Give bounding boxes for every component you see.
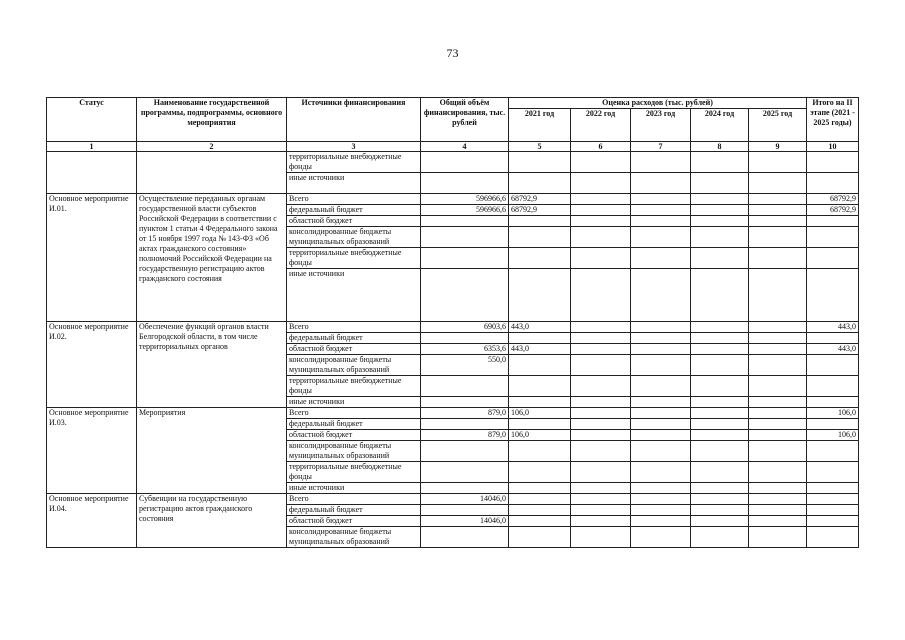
name-cell: Обеспечение функций органов власти Белгородской области, в том числе территориальных органов bbox=[137, 322, 287, 408]
y2021-cell bbox=[509, 216, 571, 227]
y2021-cell bbox=[509, 494, 571, 505]
col-number: 10 bbox=[807, 142, 859, 152]
source-cell: иные источники bbox=[287, 483, 421, 494]
status-cell: Основное мероприятие И.03. bbox=[47, 408, 137, 494]
total-cell bbox=[421, 227, 509, 248]
header-itogo: Итого на II этапе (2021 - 2025 годы) bbox=[807, 98, 859, 142]
source-cell: областной бюджет bbox=[287, 216, 421, 227]
source-cell: территориальные внебюджетные фонды bbox=[287, 462, 421, 483]
total-cell: 596966,6 bbox=[421, 205, 509, 216]
y2021-cell: 68792,9 bbox=[509, 205, 571, 216]
source-cell: федеральный бюджет bbox=[287, 333, 421, 344]
header-estimate: Оценка расходов (тыс. рублей) bbox=[509, 98, 807, 109]
y2021-cell bbox=[509, 527, 571, 548]
source-cell: федеральный бюджет bbox=[287, 419, 421, 430]
col-number: 1 bbox=[47, 142, 137, 152]
source-cell: территориальные внебюджетные фонды bbox=[287, 376, 421, 397]
itogo-cell bbox=[807, 227, 859, 248]
y2021-cell bbox=[509, 333, 571, 344]
status-cell: Основное мероприятие И.02. bbox=[47, 322, 137, 408]
header-sources: Источники финансирования bbox=[287, 98, 421, 142]
source-cell: консолидированные бюджеты муниципальных образований bbox=[287, 355, 421, 376]
table-row bbox=[47, 494, 859, 505]
y2021-cell bbox=[509, 355, 571, 376]
y2021-cell bbox=[509, 483, 571, 494]
source-cell: Всего bbox=[287, 408, 421, 419]
header-year-2022: 2022 год bbox=[571, 109, 631, 142]
table-row bbox=[47, 152, 859, 173]
total-cell bbox=[421, 527, 509, 548]
y2021-cell bbox=[509, 376, 571, 397]
itogo-cell bbox=[807, 483, 859, 494]
y2021-cell bbox=[509, 248, 571, 269]
itogo-cell bbox=[807, 505, 859, 516]
col-number: 8 bbox=[691, 142, 749, 152]
itogo-cell bbox=[807, 441, 859, 462]
total-cell: 879,0 bbox=[421, 430, 509, 441]
header-status: Статус bbox=[47, 98, 137, 142]
total-cell: 6353,6 bbox=[421, 344, 509, 355]
header-year-2023: 2023 год bbox=[631, 109, 691, 142]
col-number: 2 bbox=[137, 142, 287, 152]
col-number: 5 bbox=[509, 142, 571, 152]
total-cell: 14046,0 bbox=[421, 516, 509, 527]
itogo-cell: 106,0 bbox=[807, 430, 859, 441]
source-cell: Всего bbox=[287, 494, 421, 505]
status-cell bbox=[47, 152, 137, 194]
y2021-cell bbox=[509, 462, 571, 483]
source-cell: консолидированные бюджеты муниципальных образований bbox=[287, 227, 421, 248]
total-cell: 550,0 bbox=[421, 355, 509, 376]
itogo-cell bbox=[807, 462, 859, 483]
y2021-cell bbox=[509, 227, 571, 248]
source-cell: федеральный бюджет bbox=[287, 205, 421, 216]
itogo-cell bbox=[807, 152, 859, 173]
itogo-cell bbox=[807, 355, 859, 376]
y2021-cell bbox=[509, 419, 571, 430]
itogo-cell: 443,0 bbox=[807, 322, 859, 333]
itogo-cell: 106,0 bbox=[807, 408, 859, 419]
itogo-cell bbox=[807, 333, 859, 344]
expenditure-table bbox=[46, 97, 859, 548]
source-cell: областной бюджет bbox=[287, 430, 421, 441]
y2021-cell bbox=[509, 152, 571, 173]
itogo-cell bbox=[807, 494, 859, 505]
source-cell: территориальные внебюджетные фонды bbox=[287, 152, 421, 173]
header-total-volume: Общий объём финансирования, тыс. рублей bbox=[421, 98, 509, 142]
page-number: 73 bbox=[446, 46, 459, 60]
table-row bbox=[47, 322, 859, 333]
total-cell bbox=[421, 441, 509, 462]
y2021-cell: 106,0 bbox=[509, 430, 571, 441]
total-cell bbox=[421, 216, 509, 227]
y2021-cell: 68792,9 bbox=[509, 194, 571, 205]
total-cell bbox=[421, 333, 509, 344]
total-cell: 596966,6 bbox=[421, 194, 509, 205]
col-number: 9 bbox=[749, 142, 807, 152]
source-cell: иные источники bbox=[287, 269, 421, 322]
y2021-cell: 443,0 bbox=[509, 344, 571, 355]
total-cell bbox=[421, 152, 509, 173]
col-number: 3 bbox=[287, 142, 421, 152]
total-cell bbox=[421, 483, 509, 494]
source-cell: иные источники bbox=[287, 173, 421, 194]
source-cell: консолидированные бюджеты муниципальных образований bbox=[287, 441, 421, 462]
source-cell: Всего bbox=[287, 322, 421, 333]
name-cell bbox=[137, 152, 287, 194]
itogo-cell bbox=[807, 516, 859, 527]
y2021-cell bbox=[509, 516, 571, 527]
y2021-cell bbox=[509, 269, 571, 322]
header-year-2025: 2025 год bbox=[749, 109, 807, 142]
status-cell: Основное мероприятие И.04. bbox=[47, 494, 137, 548]
itogo-cell bbox=[807, 527, 859, 548]
itogo-cell bbox=[807, 269, 859, 322]
header-program-name: Наименование государственной программы, подпрограммы, основного мероприятия bbox=[137, 98, 287, 142]
y2021-cell: 443,0 bbox=[509, 322, 571, 333]
y2021-cell bbox=[509, 397, 571, 408]
itogo-cell bbox=[807, 419, 859, 430]
name-cell: Субвенции на государственную регистрацию актов гражданского состояния bbox=[137, 494, 287, 548]
source-cell: федеральный бюджет bbox=[287, 505, 421, 516]
table-row bbox=[47, 408, 859, 419]
total-cell bbox=[421, 505, 509, 516]
total-cell: 14046,0 bbox=[421, 494, 509, 505]
y2021-cell: 106,0 bbox=[509, 408, 571, 419]
source-cell: иные источники bbox=[287, 397, 421, 408]
source-cell: Всего bbox=[287, 194, 421, 205]
source-cell: консолидированные бюджеты муниципальных образований bbox=[287, 527, 421, 548]
itogo-cell: 68792,9 bbox=[807, 205, 859, 216]
name-cell: Осуществление переданных органам государственной власти субъектов Российской Федерации в соответствии с пунктом 1 статьи 4 Федерального закона от 15 ноября 1997 года № 143-ФЗ «Об актах гражданского состояния» полномочий Российской Федерации на государственную регистрацию актов гражданского состояния bbox=[137, 194, 287, 322]
total-cell: 6903,6 bbox=[421, 322, 509, 333]
col-number: 6 bbox=[571, 142, 631, 152]
itogo-cell bbox=[807, 376, 859, 397]
status-cell: Основное мероприятие И.01. bbox=[47, 194, 137, 322]
total-cell bbox=[421, 248, 509, 269]
total-cell bbox=[421, 419, 509, 430]
y2021-cell bbox=[509, 441, 571, 462]
total-cell bbox=[421, 269, 509, 322]
itogo-cell bbox=[807, 216, 859, 227]
source-cell: областной бюджет bbox=[287, 344, 421, 355]
total-cell bbox=[421, 173, 509, 194]
header-year-2021: 2021 год bbox=[509, 109, 571, 142]
table-row bbox=[47, 194, 859, 205]
col-number: 4 bbox=[421, 142, 509, 152]
itogo-cell: 68792,9 bbox=[807, 194, 859, 205]
header-year-2024: 2024 год bbox=[691, 109, 749, 142]
itogo-cell: 443,0 bbox=[807, 344, 859, 355]
total-cell bbox=[421, 397, 509, 408]
source-cell: областной бюджет bbox=[287, 516, 421, 527]
name-cell: Мероприятия bbox=[137, 408, 287, 494]
itogo-cell bbox=[807, 173, 859, 194]
itogo-cell bbox=[807, 248, 859, 269]
total-cell bbox=[421, 376, 509, 397]
total-cell bbox=[421, 462, 509, 483]
y2021-cell bbox=[509, 173, 571, 194]
y2021-cell bbox=[509, 505, 571, 516]
total-cell: 879,0 bbox=[421, 408, 509, 419]
col-number: 7 bbox=[631, 142, 691, 152]
itogo-cell bbox=[807, 397, 859, 408]
source-cell: территориальные внебюджетные фонды bbox=[287, 248, 421, 269]
